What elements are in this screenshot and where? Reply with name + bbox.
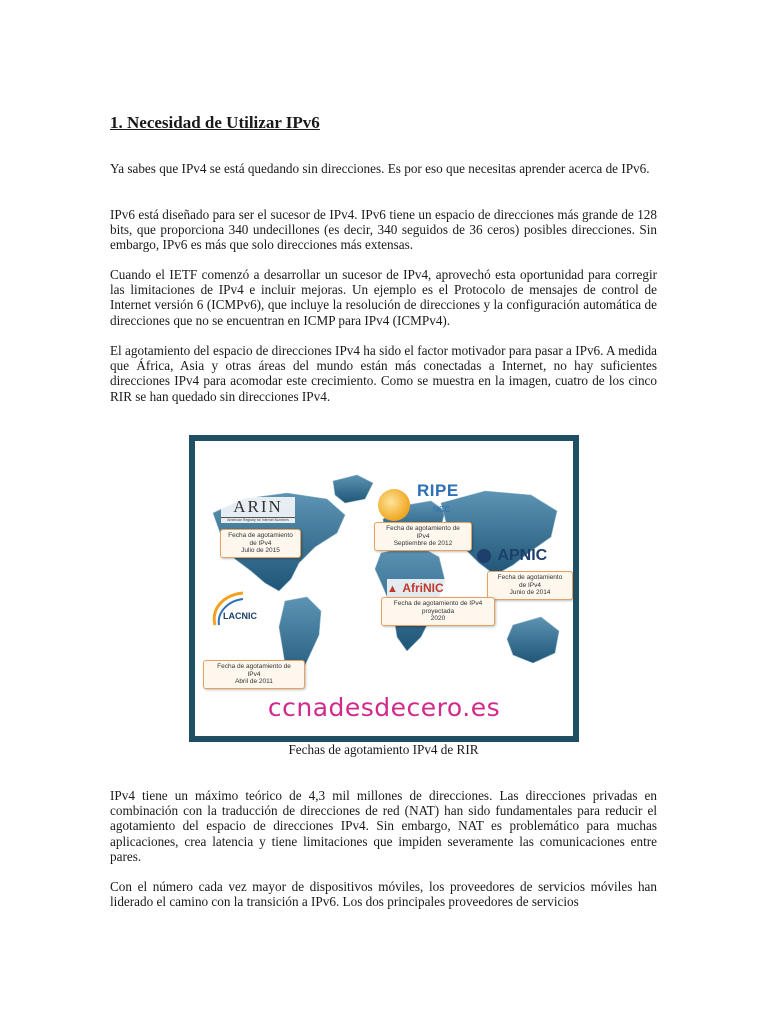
figure-caption: Fechas de agotamiento IPv4 de RIR [288,742,479,757]
apnic-globe-icon [477,549,491,563]
afrinic-callout [381,597,495,626]
lacnic-logo [209,589,261,629]
ripe-callout-line-1: Fecha de agotamiento de [386,525,460,532]
apnic-callout-line-2: de IPv4 [518,581,542,589]
ripe-name: RIPE [417,481,459,500]
greenland-land [333,475,373,503]
arin-callout-line-2: de IPv4 [249,539,272,547]
site-watermark: ccnadesdecero.es [267,693,501,722]
ripe-logo [417,483,467,518]
apnic-logo [477,547,567,565]
arin-name: ARIN [221,497,295,518]
ripe-suffix: NCC [433,505,451,514]
lacnic-callout [203,660,305,689]
section-heading: 1. Necesidad de Utilizar IPv6 [110,113,320,132]
lacnic-callout-line-2: IPv4 [247,670,261,678]
apnic-callout-line-3: Junio de 2014 [509,589,551,596]
afrinic-callout-line-2: proyectada [421,607,455,615]
arin-callout-line-3: Julio de 2015 [241,547,280,554]
afrinic-callout-line-3: 2020 [430,615,446,622]
paragraph-5: IPv4 tiene un máximo teórico de 4,3 mil millones de direcciones. Las direcciones privadas en combinación con la traducción de direcciones de red (NAT) han sido fundamentales para reducir el agotamiento del espacio de direcciones IPv4. Sin embargo, NAT es problemático para muchas aplicaciones, crea latencia y tiene limitaciones que impiden severamente las comunicaciones entre pares. [110,788,657,864]
australia-land [507,617,559,663]
apnic-callout [487,571,573,600]
paragraph-4: El agotamiento del espacio de direcciones IPv4 ha sido el factor motivador para pasar a IPv6. A medida que África, Asia y otras áreas del mundo están más conectadas a Internet, no hay suficientes direcciones IPv4 para acomodar este crecimiento. Como se muestra en la imagen, cuatro de los cinco RIR se han quedado sin direcciones IPv4. [110,343,657,404]
paragraph-6: Con el número cada vez mayor de dispositivos móviles, los proveedores de servicios móviles han liderado el camino con la transición a IPv6. Los dos principales proveedores de servicios [110,879,657,910]
afrinic-logo [387,579,473,597]
rir-exhaustion-figure [189,435,579,742]
afrinic-star-icon: ▲ [387,583,398,595]
lacnic-callout-line-3: Abril de 2011 [235,678,273,685]
paragraph-2: IPv6 está diseñado para ser el sucesor de IPv4. IPv6 tiene un espacio de direcciones más grande de 128 bits, que proporciona 340 undecillones (es decir, 340 seguidos de 36 ceros) posibles direcciones. Sin embargo, IPv6 es más que solo direcciones más extensas. [110,207,657,253]
arin-callout [220,529,301,558]
ripe-sun-icon [378,489,410,521]
ripe-callout [374,522,472,551]
apnic-name: APNIC [497,547,548,564]
ripe-callout-line-3: Septiembre de 2012 [393,540,453,547]
paragraph-3: Cuando el IETF comenzó a desarrollar un sucesor de IPv4, aprovechó esta oportunidad para corregir las limitaciones de IPv4 e incluir mejoras. Un ejemplo es el Protocolo de mensajes de control de Internet versión 6 (ICMPv6), que incluye la resolución de direcciones y la configuración automática de direcciones que no se encuentran en ICMP para IPv4 (ICMPv4). [110,267,657,328]
arin-subtitle: American Registry for Internet Numbers [227,518,289,522]
ripe-callout-line-2: IPv4 [416,532,430,540]
apnic-callout-line-1: Fecha de agotamiento [497,574,563,581]
lacnic-callout-line-1: Fecha de agotamiento de [217,663,291,670]
arin-logo [221,497,295,523]
lacnic-name: LACNIC [223,611,257,621]
afrinic-callout-line-1: Fecha de agotamiento de IPv4 [393,600,483,607]
arin-callout-line-1: Fecha de agotamiento [228,532,293,539]
paragraph-1: Ya sabes que IPv4 se está quedando sin direcciones. Es por eso que necesitas aprender acerca de IPv6. [110,161,650,176]
lacnic-swoosh-icon [209,589,261,629]
afrinic-name: AfriNIC [402,581,444,595]
figure-canvas [195,441,573,736]
